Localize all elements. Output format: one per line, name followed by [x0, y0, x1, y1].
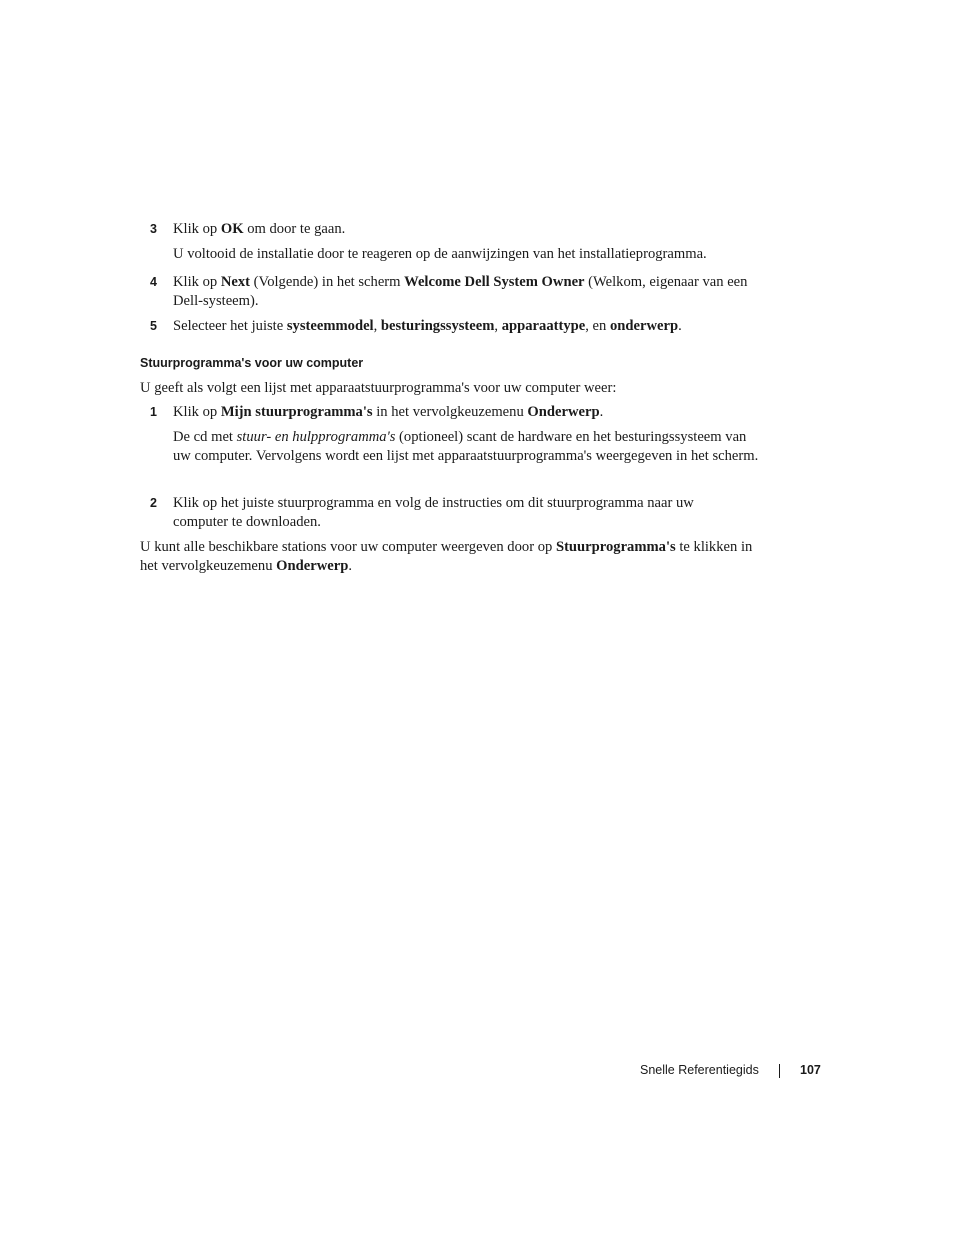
section-intro: U geeft als volgt een lijst met apparaatstuurprogramma's voor uw computer weer:: [140, 380, 617, 396]
step-number: 1: [150, 405, 157, 419]
step-number: 4: [150, 275, 157, 289]
footer-separator: [779, 1064, 780, 1078]
page-number: 107: [800, 1063, 821, 1077]
section-closing: U kunt alle beschikbare stations voor uw computer weergeven door op Stuurprogramma's te klikken in het vervolgkeuzemenu Onderwerp.: [140, 539, 753, 574]
step-text: Klik op Mijn stuurprogramma's in het vervolgkeuzemenu Onderwerp.: [173, 404, 604, 420]
step-3-followup: U voltooid de installatie door te reageren op de aanwijzingen van het installatieprogramma.: [173, 246, 707, 262]
section-heading: Stuurprogramma's voor uw computer: [140, 356, 364, 370]
step-number: 3: [150, 222, 157, 236]
step-text: Klik op Next (Volgende) in het scherm Welcome Dell System Owner (Welkom, eigenaar van een Dell-systeem).: [173, 274, 748, 309]
footer-title: Snelle Referentiegids: [640, 1063, 759, 1077]
step-text: Klik op OK om door te gaan.: [173, 221, 346, 237]
step-text: Klik op het juiste stuurprogramma en volg de instructies om dit stuurprogramma naar uw computer te downloaden.: [173, 495, 694, 530]
step-1-followup: De cd met stuur- en hulpprogramma's (optioneel) scant de hardware en het besturingssysteem van uw computer. Vervolgens wordt een lijst met apparaatstuurprogramma's weergegeven in het scherm.: [173, 429, 759, 464]
step-number: 2: [150, 496, 157, 510]
step-text: Selecteer het juiste systeemmodel, besturingssysteem, apparaattype, en onderwerp.: [173, 318, 682, 334]
step-number: 5: [150, 319, 157, 333]
